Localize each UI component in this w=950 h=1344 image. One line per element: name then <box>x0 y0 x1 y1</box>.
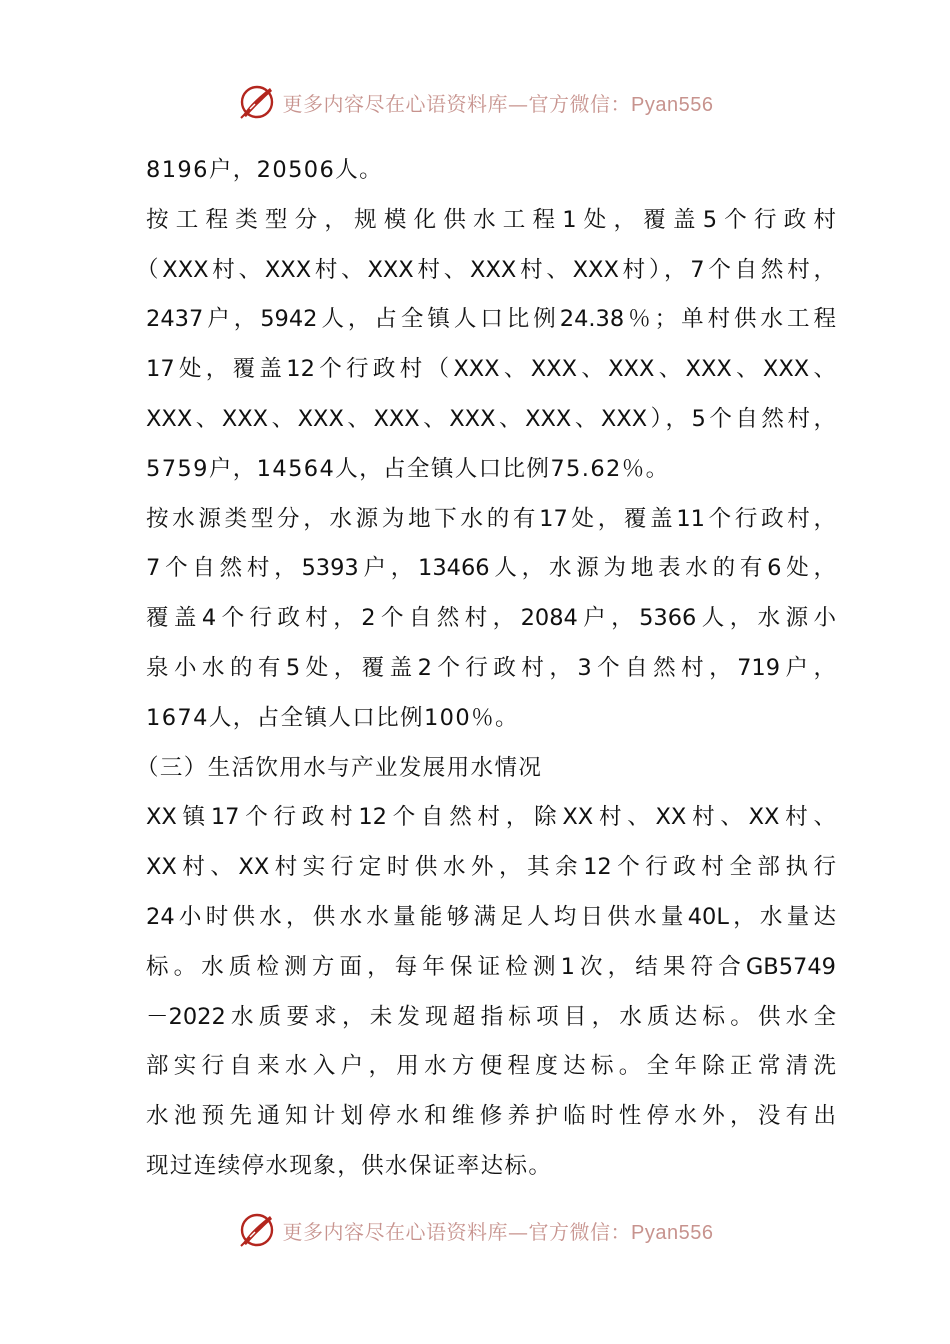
footer-wechat-id: Pyan556 <box>631 1221 714 1244</box>
body-line: 24小时供水，供水水量能够满足人均日供水量40L，水量达 <box>146 903 836 930</box>
header-wechat-id: Pyan556 <box>631 93 714 116</box>
body-line: 2437户，5942人，占全镇人口比例24.38％；单村供水工程 <box>146 306 836 333</box>
pen-logo-icon <box>237 1210 277 1250</box>
header-banner-text: 更多内容尽在心语资料库—官方微信：Pyan556 <box>282 91 714 116</box>
section-heading: （三）生活饮用水与产业发展用水情况 <box>136 754 543 781</box>
body-line: 泉小水的有5处，覆盖2个行政村，3个自然村，719户， <box>146 654 836 681</box>
body-line: 按水源类型分，水源为地下水的有17处，覆盖11个行政村， <box>146 505 836 532</box>
body-line: 1674人，占全镇人口比例100％。 <box>146 704 519 731</box>
body-line: 17处，覆盖12个行政村（XXX、XXX、XXX、XXX、XXX、 <box>146 356 836 383</box>
body-line: 按工程类型分，规模化供水工程1处，覆盖5个行政村 <box>146 206 836 233</box>
body-line: XX镇17个行政村12个自然村，除XX村、XX村、XX村、 <box>146 804 836 831</box>
document-body <box>136 146 836 1192</box>
body-line: 水池预先通知计划停水和维修养护临时性停水外，没有出 <box>146 1103 836 1130</box>
body-line: 8196户，20506人。 <box>146 157 384 183</box>
body-line: 现过连续停水现象，供水保证率达标。 <box>146 1152 553 1179</box>
body-line: （XXX村、XXX村、XXX村、XXX村、XXX村），7个自然村， <box>136 256 836 283</box>
body-line: 覆盖4个行政村，2个自然村，2084户，5366人，水源小 <box>146 605 836 632</box>
header-banner <box>0 80 950 124</box>
body-line: 7个自然村，5393户，13466人，水源为地表水的有6处， <box>146 555 836 582</box>
body-line: 标。水质检测方面，每年保证检测1次，结果符合GB5749 <box>146 953 836 980</box>
footer-banner-text: 更多内容尽在心语资料库—官方微信：Pyan556 <box>282 1219 714 1244</box>
footer-banner <box>0 1208 950 1252</box>
body-line: XX村、XX村实行定时供水外，其余12个行政村全部执行 <box>146 854 836 881</box>
pen-logo-icon <box>237 82 277 122</box>
body-line: 部实行自来水入户，用水方便程度达标。全年除正常清洗 <box>146 1053 836 1080</box>
body-line: －2022水质要求，未发现超指标项目，水质达标。供水全 <box>146 1003 836 1030</box>
body-line: XXX、XXX、XXX、XXX、XXX、XXX、XXX），5个自然村， <box>146 405 836 432</box>
body-line: 5759户，14564人，占全镇人口比例75.62％。 <box>146 455 670 482</box>
